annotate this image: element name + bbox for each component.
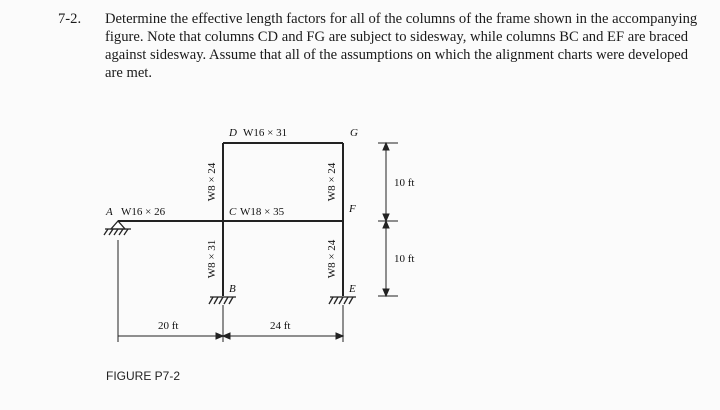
top-beam-label: W16 × 31 bbox=[243, 127, 288, 139]
mid-beam-label: W18 × 35 bbox=[240, 206, 285, 218]
node-label-g: G bbox=[350, 127, 358, 139]
left-beam-label: W16 × 26 bbox=[121, 206, 166, 218]
node-label-f: F bbox=[349, 203, 356, 215]
column-fg-label: W8 × 24 bbox=[326, 162, 338, 202]
figure-caption: FIGURE P7-2 bbox=[106, 369, 181, 383]
column-ef-label: W8 × 24 bbox=[326, 239, 338, 279]
node-label-a: A bbox=[106, 206, 113, 218]
support-b bbox=[209, 297, 236, 304]
dim-height-lower: 10 ft bbox=[394, 253, 415, 265]
dim-span-left: 20 ft bbox=[158, 320, 179, 332]
support-e bbox=[329, 297, 356, 304]
dim-height-upper: 10 ft bbox=[394, 177, 415, 189]
problem-number: 7-2. bbox=[58, 11, 82, 27]
problem-text: Determine the effective length factors for all of the columns of the frame shown in the accompanying figure. Note that columns CD and FG are subject to sidesway, while columns BC and EF are braced against sidesway. Assume that all of the assumptions on which the alignment charts were developed are met. bbox=[105, 11, 698, 81]
node-label-b: B bbox=[229, 283, 236, 295]
node-label-c: C bbox=[229, 206, 237, 218]
node-label-e: E bbox=[349, 283, 356, 295]
support-a bbox=[104, 221, 131, 235]
column-bc-label: W8 × 31 bbox=[206, 239, 218, 279]
node-label-d: D bbox=[229, 127, 237, 139]
column-cd-label: W8 × 24 bbox=[206, 162, 218, 202]
dim-span-right: 24 ft bbox=[270, 320, 291, 332]
